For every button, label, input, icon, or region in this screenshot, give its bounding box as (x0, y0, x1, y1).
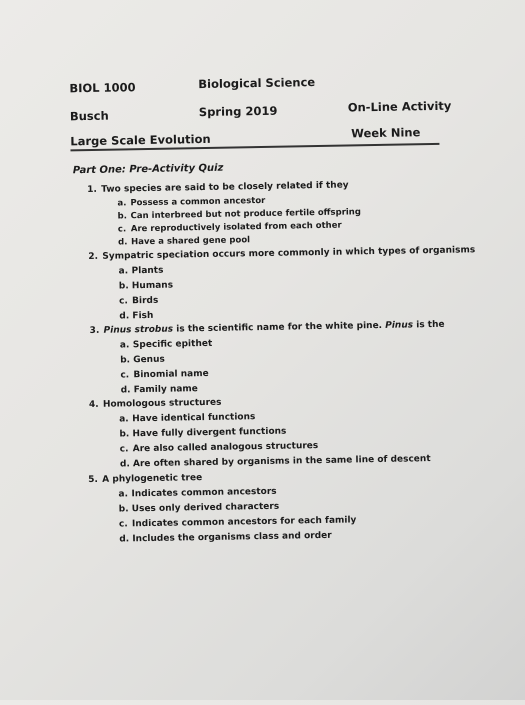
option-4c: c. Are also called analogous structures (119, 441, 319, 455)
question-number: 4. (88, 399, 99, 411)
question-3: 3. Pinus strobus is the scientific name for the white pine. Pinus is the (89, 319, 445, 337)
option-5c: c. Indicates common ancestors for each family (118, 515, 357, 530)
option-1c: c. Are reproductively isolated from each other (117, 220, 342, 235)
part-title: Part One: Pre-Activity Quiz (72, 162, 224, 177)
question-text: Two species are said to be closely related if they (101, 180, 349, 195)
option-2b: b. Humans (118, 280, 174, 292)
option-3c: c. Binomial name (120, 368, 209, 381)
option-3a: a. Specific epithet (119, 338, 213, 351)
course-code: BIOL 1000 (69, 80, 136, 96)
activity-type: On-Line Activity (347, 98, 452, 115)
question-2 (88, 245, 475, 262)
question-number: 2. (88, 251, 99, 263)
option-1b: b. Can interbreed but not produce fertile offspring (117, 207, 361, 222)
course-title: Biological Science (198, 75, 316, 92)
question-text: Homologous structures (102, 397, 222, 410)
question-4 (89, 398, 222, 410)
option-4d: d. Are often shared by organisms in the same line of descent (119, 454, 431, 470)
option-3d: d. Family name (120, 384, 198, 396)
option-2d: d. Fish (119, 310, 154, 322)
question-number: 1. (87, 184, 97, 196)
topic-title: Large Scale Evolution (70, 131, 211, 149)
question-number: 5. (88, 474, 99, 486)
term: Spring 2019 (198, 103, 278, 120)
question-5 (88, 473, 202, 485)
option-5d: d. Includes the organisms class and order (119, 530, 332, 545)
question-text: Sympatric speciation occurs more commonly in which types of organisms (102, 245, 476, 262)
question-number: 3. (89, 325, 100, 337)
question-text: A phylogenetic tree (102, 473, 203, 485)
option-3b: b. Genus (120, 354, 165, 366)
option-5b: b. Uses only derived characters (118, 501, 280, 515)
option-2a: a. Plants (118, 265, 164, 277)
instructor-name: Busch (69, 108, 109, 124)
option-2c: c. Birds (119, 295, 159, 307)
option-1d: d. Have a shared gene pool (118, 235, 251, 248)
option-1a: a. Possess a common ancestor (117, 195, 266, 209)
option-4b: b. Have fully divergent functions (119, 426, 287, 440)
week-label: Week Nine (351, 125, 421, 141)
option-5a: a. Indicates common ancestors (118, 486, 277, 500)
question-1 (87, 180, 349, 195)
option-4a: a. Have identical functions (119, 412, 256, 425)
